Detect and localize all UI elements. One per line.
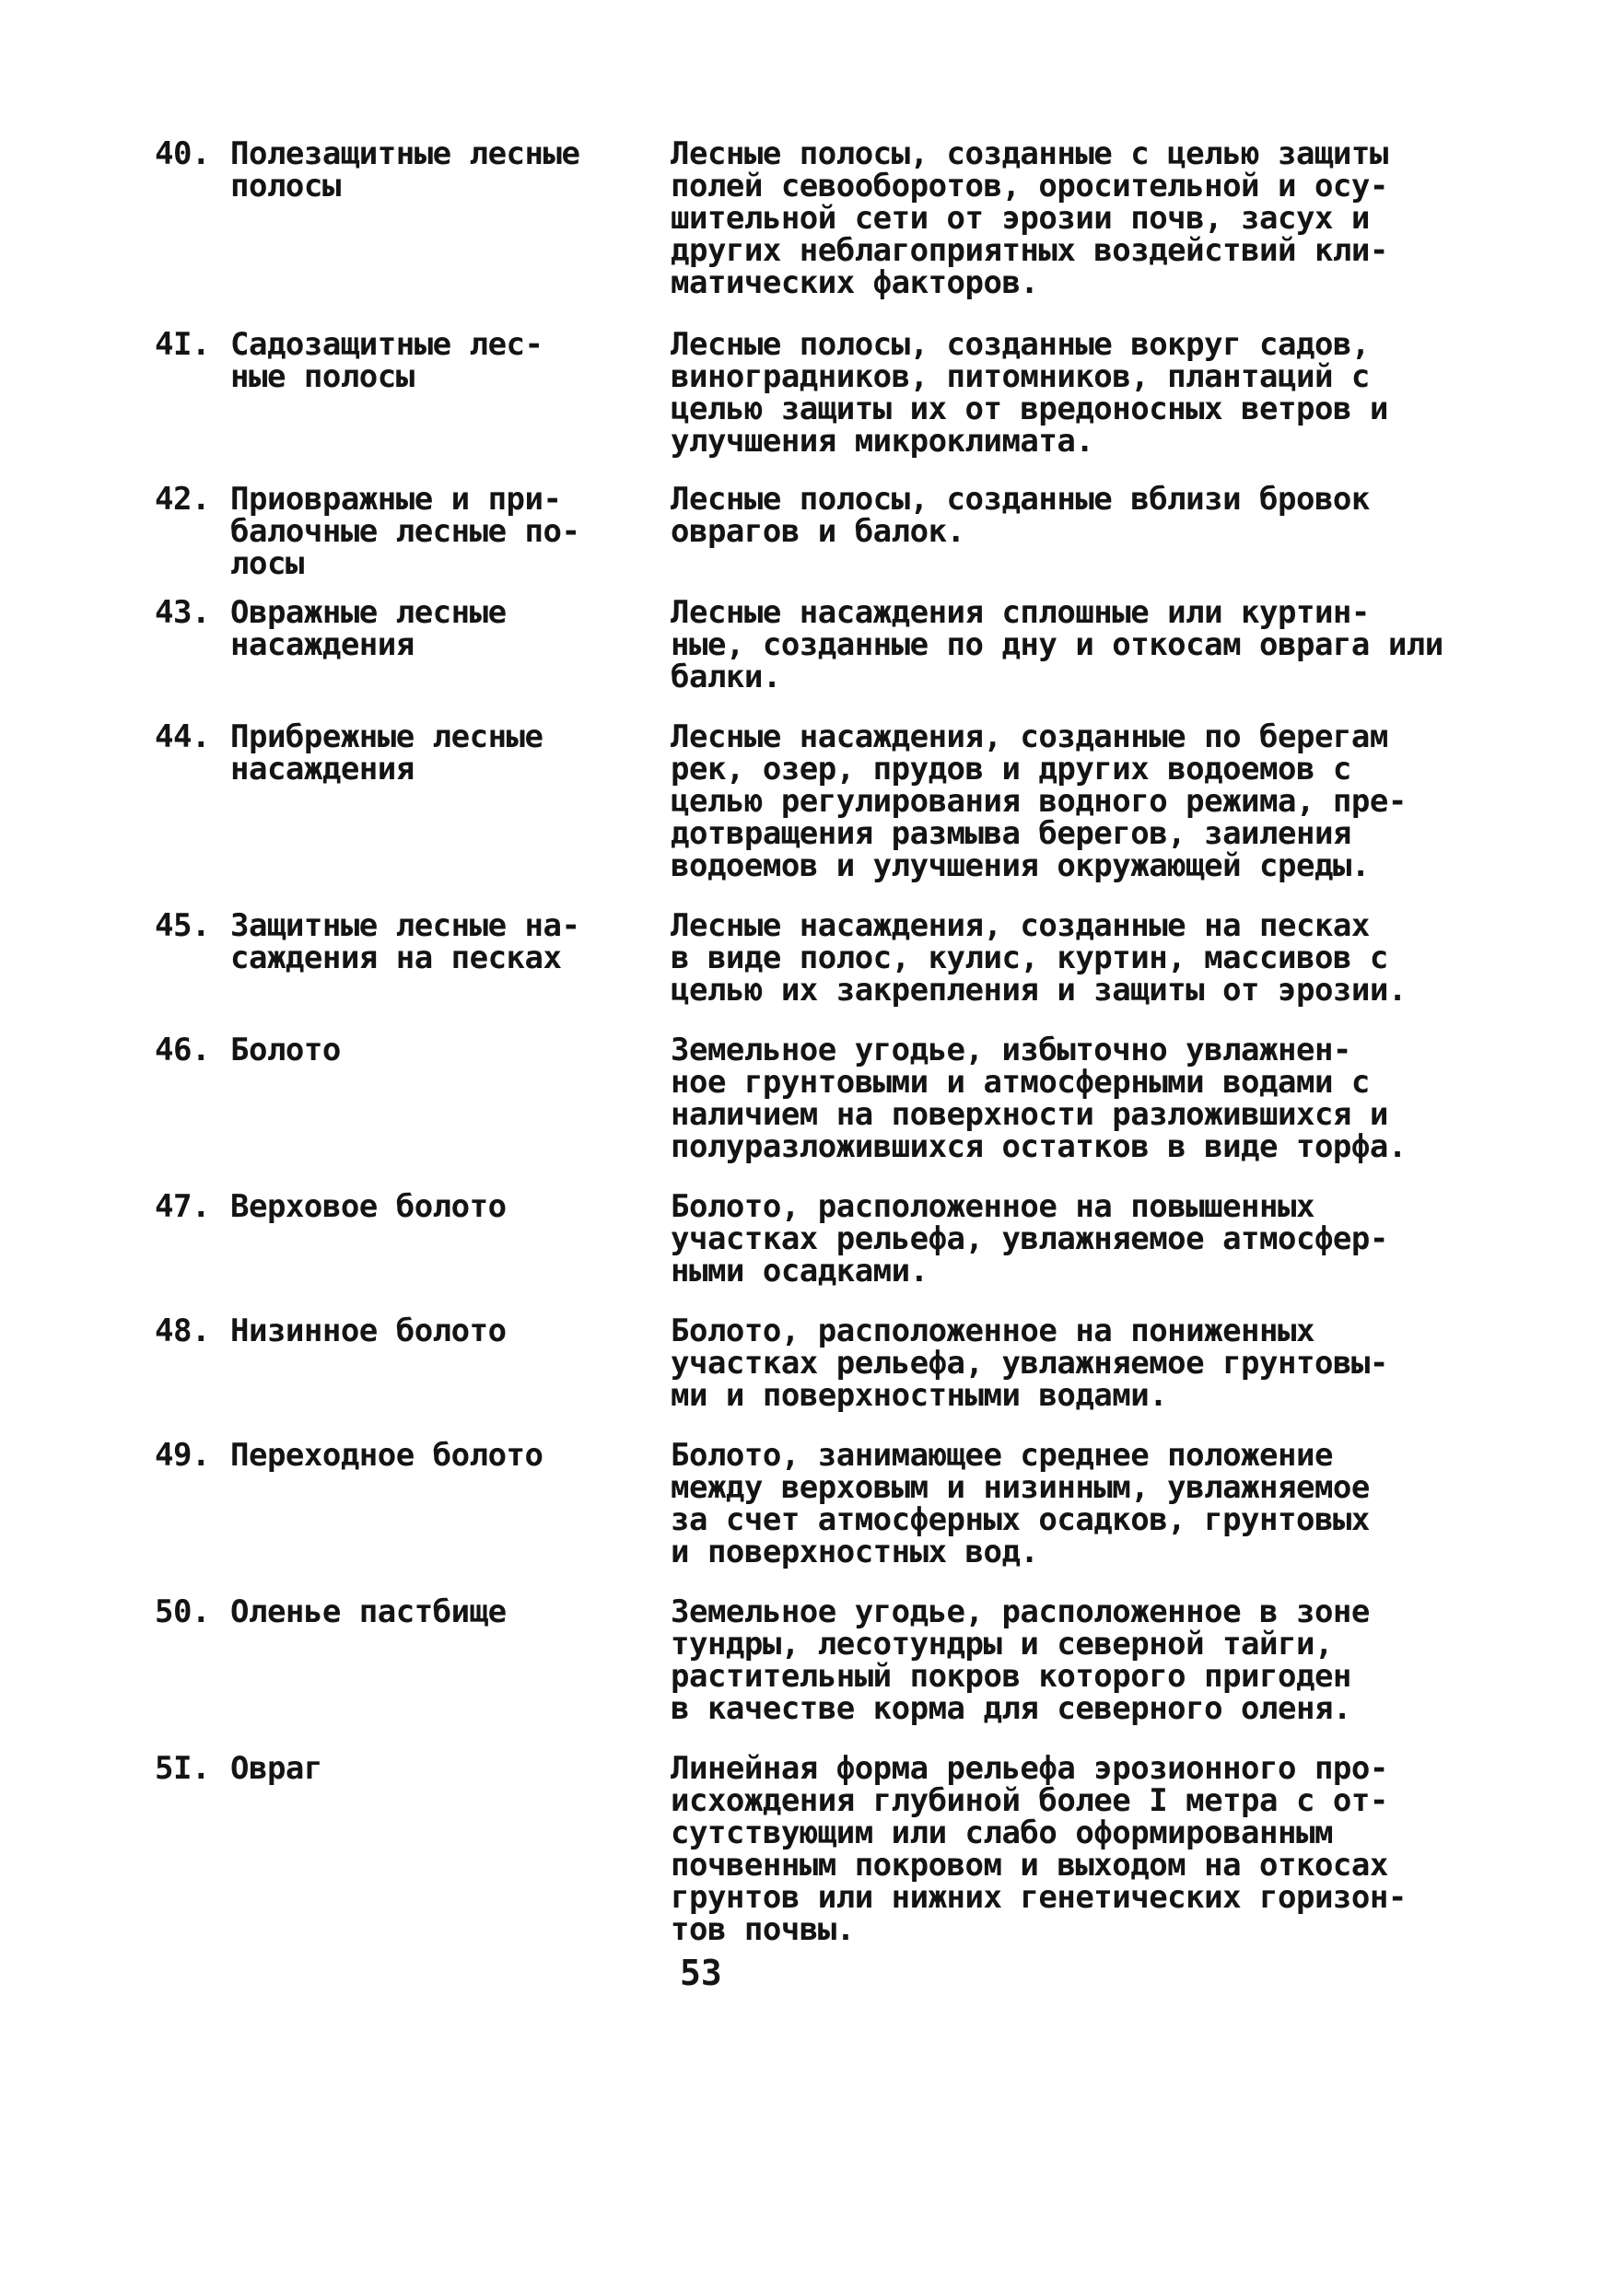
entry-term: Защитные лесные на- саждения на песках <box>230 907 580 976</box>
entry-term: Оленье пастбище <box>230 1593 507 1630</box>
glossary-entry-40 <box>155 135 1500 301</box>
entry-term: Прибрежные лесные насаждения <box>230 718 543 788</box>
entry-definition: Лесные насаждения сплошные или куртин- ные, созданные по дну и откосам оврага или балки. <box>671 594 1443 695</box>
entry-number: 46. <box>155 1032 210 1068</box>
glossary-entry-43 <box>155 594 1500 695</box>
entry-number: 47. <box>155 1188 210 1225</box>
entry-definition: Болото, занимающее среднее положение между верховым и низинным, увлажняемое за счет атмосферных осадков, грунтовых и поверхностных вод. <box>671 1437 1370 1570</box>
entry-number: 48. <box>155 1313 210 1349</box>
page-number: 53 <box>680 1953 722 1993</box>
entry-definition: Лесные полосы, созданные вблизи бровок оврагов и балок. <box>671 481 1370 550</box>
glossary-entry-51 <box>155 1750 1500 1948</box>
entry-term: Овражные лесные насаждения <box>230 594 507 663</box>
glossary-entry-46 <box>155 1034 1500 1163</box>
entry-definition: Земельное угодье, избыточно увлажнен- ное грунтовыми и атмосферными водами с наличием на поверхности разложившихся и полуразложившихся остатков в виде торфа. <box>671 1032 1407 1165</box>
entry-number: 44. <box>155 718 210 755</box>
entry-number: 42. <box>155 481 210 518</box>
entry-term: Болото <box>230 1032 341 1068</box>
entry-term: Овраг <box>230 1750 322 1787</box>
entry-term: Приовражные и при- балочные лесные по- лосы <box>230 481 580 582</box>
entry-number: 5I. <box>155 1750 210 1787</box>
glossary-entry-42 <box>155 481 1500 582</box>
entry-definition: Линейная форма рельефа эрозионного про- исхождения глубиной более I метра с от- сутствующим или слабо оформированным почвенным покровом и выходом на откосах грунтов или нижних генетических горизон- тов почвы. <box>671 1750 1407 1948</box>
entry-term: Верховое болото <box>230 1188 507 1225</box>
entry-definition: Лесные полосы, созданные с целью защиты полей севооборотов, оросительной и осу- шительной сети от эрозии почв, засух и других неблагоприятных воздействий кли- матических факторов. <box>671 135 1388 301</box>
entry-number: 50. <box>155 1593 210 1630</box>
entry-definition: Лесные полосы, созданные вокруг садов, виноградников, питомников, плантаций с целью защиты их от вредоносных ветров и улучшения микроклимата. <box>671 326 1388 460</box>
entry-term: Переходное болото <box>230 1437 543 1474</box>
glossary-entry-45 <box>155 907 1500 1009</box>
entry-number: 4I. <box>155 326 210 363</box>
entry-definition: Лесные насаждения, созданные по берегам рек, озер, прудов и других водоемов с целью регулирования водного режима, пре- дотвращения размыва берегов, заиления водоемов и улучшения окружающей среды. <box>671 718 1407 884</box>
entry-term: Полезащитные лесные полосы <box>230 135 580 204</box>
glossary-entry-48 <box>155 1315 1500 1412</box>
glossary-entry-50 <box>155 1593 1500 1727</box>
glossary-entry-41 <box>155 326 1500 460</box>
glossary-entry-47 <box>155 1188 1500 1289</box>
glossary-entries <box>155 135 1500 1948</box>
entry-number: 45. <box>155 907 210 944</box>
entry-definition: Лесные насаждения, созданные на песках в виде полос, кулис, куртин, массивов с целью их закрепления и защиты от эрозии. <box>671 907 1407 1009</box>
entry-definition: Болото, расположенное на повышенных участках рельефа, увлажняемое атмосфер- ными осадками. <box>671 1188 1388 1289</box>
glossary-entry-49 <box>155 1437 1500 1570</box>
entry-definition: Болото, расположенное на пониженных участках рельефа, увлажняемое грунтовы- ми и поверхностными водами. <box>671 1313 1388 1414</box>
entry-number: 49. <box>155 1437 210 1474</box>
entry-term: Садозащитные лес- ные полосы <box>230 326 543 395</box>
entry-number: 40. <box>155 135 210 172</box>
entry-number: 43. <box>155 594 210 631</box>
entry-term: Низинное болото <box>230 1313 507 1349</box>
entry-definition: Земельное угодье, расположенное в зоне тундры, лесотундры и северной тайги, растительный покров которого пригоден в качестве корма для северного оленя. <box>671 1593 1370 1727</box>
glossary-entry-44 <box>155 718 1500 884</box>
